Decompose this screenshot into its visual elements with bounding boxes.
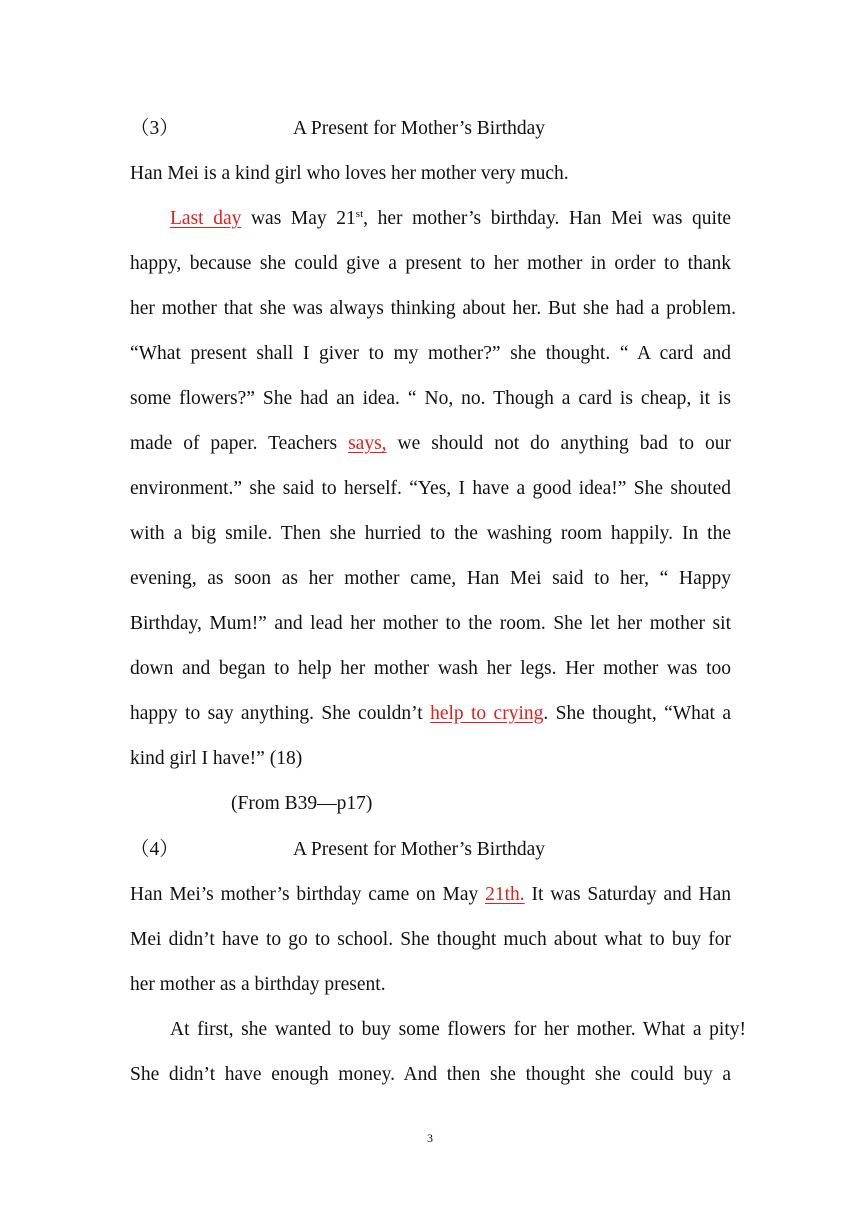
section-title: A Present for Mother’s Birthday: [293, 839, 546, 860]
paragraph-line: made of paper. Teachers says, we should not do anything bad to our: [130, 433, 731, 454]
paragraph-line: Birthday, Mum!” and lead her mother to the room. She let her mother sit: [130, 613, 731, 634]
paragraph-line: “What present shall I giver to my mother?” she thought. “ A card and: [130, 343, 731, 364]
paragraph-line: her mother as a birthday present.: [130, 974, 386, 995]
correction-mark: 21th.: [485, 884, 525, 905]
paragraph-line: Last day was May 21st, her mother’s birthday. Han Mei was quite: [170, 208, 731, 229]
ordinal-suffix: st: [355, 208, 364, 220]
paragraph-line: evening, as soon as her mother came, Han Mei said to her, “ Happy: [130, 568, 731, 589]
section-number: （3）: [130, 118, 179, 139]
paragraph-line: At first, she wanted to buy some flowers for her mother. What a pity!: [170, 1019, 746, 1040]
paragraph-line: Han Mei’s mother’s birthday came on May 21th. It was Saturday and Han: [130, 884, 731, 905]
section-title: A Present for Mother’s Birthday: [293, 118, 546, 139]
correction-mark: Last day: [170, 208, 242, 229]
source-note: (From B39—p17): [231, 793, 373, 814]
intro-line: Han Mei is a kind girl who loves her mother very much.: [130, 163, 569, 184]
correction-mark: help to crying: [430, 703, 544, 724]
paragraph-line: Mei didn’t have to go to school. She thought much about what to buy for: [130, 929, 731, 950]
paragraph-line: kind girl I have!” (18): [130, 748, 303, 769]
paragraph-line: environment.” she said to herself. “Yes, I have a good idea!” She shouted: [130, 478, 731, 499]
paragraph-line: down and began to help her mother wash her legs. Her mother was too: [130, 658, 731, 679]
paragraph-line: some flowers?” She had an idea. “ No, no. Though a card is cheap, it is: [130, 388, 731, 409]
paragraph-line: with a big smile. Then she hurried to the washing room happily. In the: [130, 523, 731, 544]
paragraph-line: happy to say anything. She couldn’t help to crying. She thought, “What a: [130, 703, 731, 724]
section-number: （4）: [130, 839, 179, 860]
paragraph-line: her mother that she was always thinking about her. But she had a problem.: [130, 298, 736, 319]
paragraph-line: happy, because she could give a present to her mother in order to thank: [130, 253, 731, 274]
paragraph-line: She didn’t have enough money. And then she thought she could buy a: [130, 1064, 731, 1085]
correction-mark: says,: [348, 433, 387, 454]
page-number: 3: [427, 1131, 433, 1145]
